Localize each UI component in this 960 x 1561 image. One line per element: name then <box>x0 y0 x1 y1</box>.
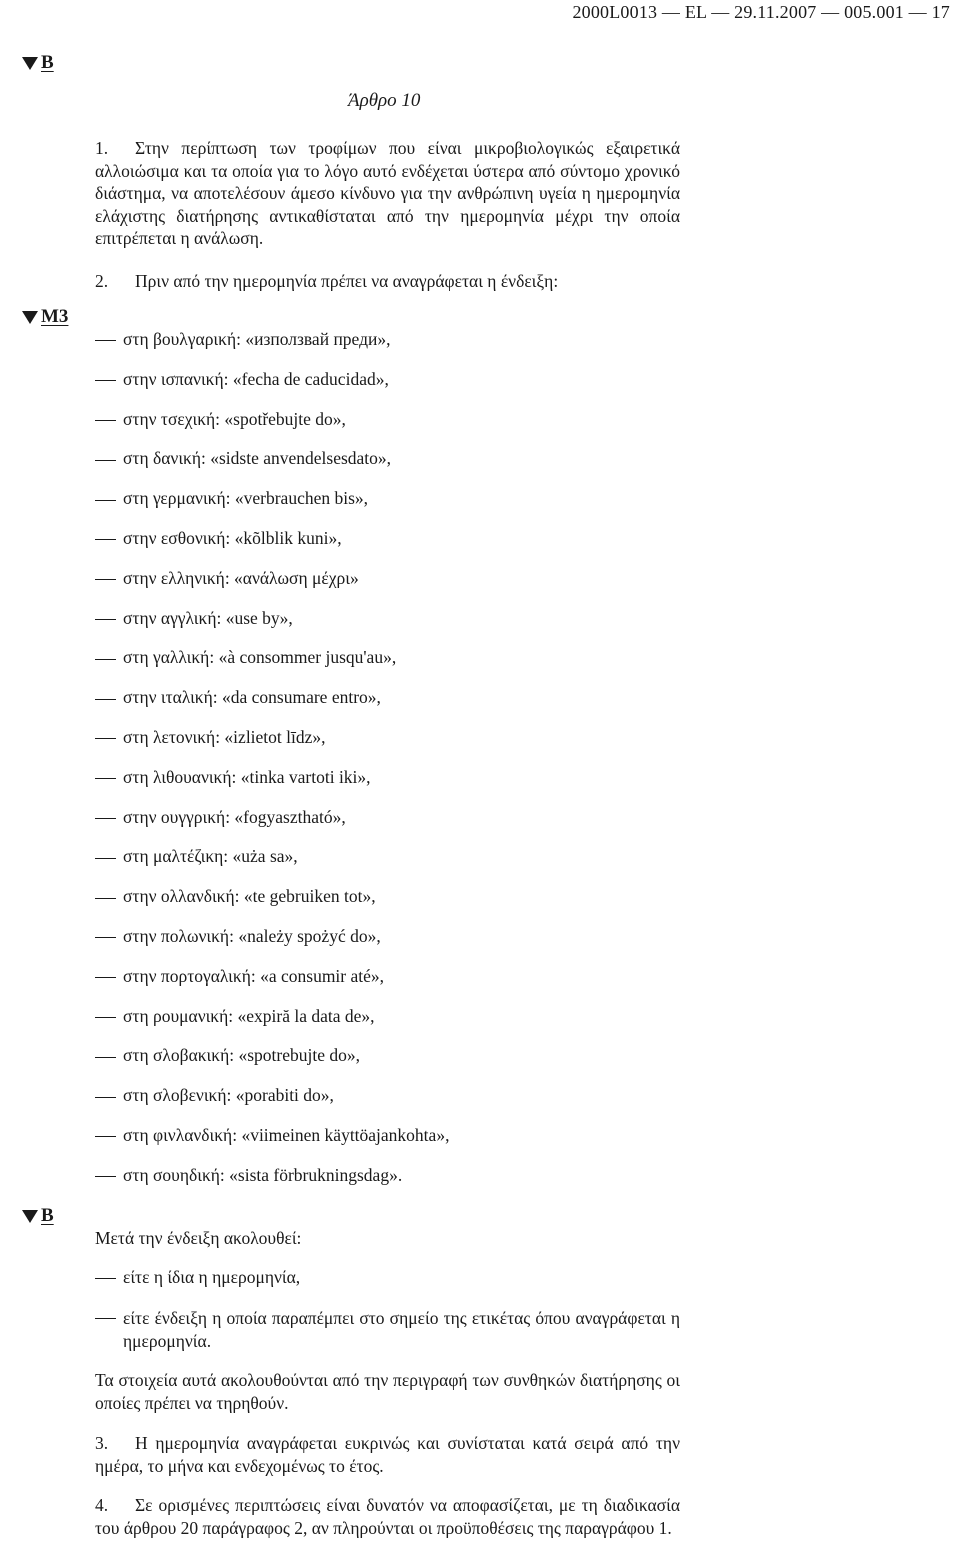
dash-icon <box>95 738 116 739</box>
language-item: στη μαλτέζικη: «uża sa», <box>95 846 298 867</box>
dash-icon <box>95 1017 116 1018</box>
language-item: στη ρουμανική: «expiră la data de», <box>95 1006 375 1027</box>
follow-intro: Μετά την ένδειξη ακολουθεί: <box>95 1228 302 1248</box>
dash-icon <box>95 380 116 381</box>
language-item: στη σουηδική: «sista förbrukningsdag». <box>95 1165 402 1186</box>
dash-icon <box>95 699 116 700</box>
triangle-down-icon <box>22 311 38 324</box>
dash-icon <box>95 579 116 580</box>
language-item: στη γαλλική: «à consommer jusqu'au», <box>95 647 396 668</box>
dash-icon <box>95 898 116 899</box>
dash-icon <box>95 659 116 660</box>
language-item: στη σλοβακική: «spotrebujte do», <box>95 1045 360 1066</box>
language-item: στη δανική: «sidste anvendelsesdato», <box>95 448 391 469</box>
language-item: στην τσεχική: «spotřebujte do», <box>95 409 346 430</box>
language-item: στην αγγλική: «use by», <box>95 608 293 629</box>
dash-icon <box>95 778 116 779</box>
dash-icon <box>95 1057 116 1058</box>
dash-icon <box>95 1176 116 1177</box>
triangle-down-icon <box>22 57 38 70</box>
dash-icon <box>95 460 116 461</box>
article-title: Άρθρο 10 <box>348 90 421 111</box>
dash-icon <box>95 818 116 819</box>
paragraph-2: 2. Πριν από την ημερομηνία πρέπει να αναγράφεται η ένδειξη: <box>95 271 559 291</box>
language-item: στη γερμανική: «verbrauchen bis», <box>95 488 368 509</box>
amendment-marker-m3: M3 <box>22 306 68 328</box>
language-item: στην ολλανδική: «te gebruiken tot», <box>95 886 376 907</box>
language-item: στην εσθονική: «kõlblik kuni», <box>95 528 342 549</box>
dash-icon <box>95 1097 116 1098</box>
language-item: στη λετονική: «izlietot līdz», <box>95 727 326 748</box>
language-item: στην ιταλική: «da consumare entro», <box>95 687 381 708</box>
amendment-marker-b: B <box>22 52 54 74</box>
triangle-down-icon <box>22 1210 38 1223</box>
document-header: 2000L0013 — EL — 29.11.2007 — 005.001 — 17 <box>572 2 950 22</box>
language-item: στη βουλγαρική: «използвай преди», <box>95 329 391 350</box>
dash-icon <box>95 1278 116 1279</box>
language-item: στη φινλανδική: «viimeinen käyttöajankohta», <box>95 1125 449 1146</box>
language-item: στην πορτογαλική: «a consumir até», <box>95 966 384 987</box>
dash-icon <box>95 1136 116 1137</box>
storage-paragraph: Τα στοιχεία αυτά ακολουθούνται από την περιγραφή των συνθηκών διατήρησης οι οποίες πρέπει να τηρηθούν. <box>95 1370 680 1413</box>
language-item: στη σλοβενική: «porabiti do», <box>95 1085 334 1106</box>
dash-icon <box>95 1318 116 1319</box>
dash-icon <box>95 858 116 859</box>
dash-icon <box>95 539 116 540</box>
language-item: στην ισπανική: «fecha de caducidad», <box>95 369 389 390</box>
dash-icon <box>95 977 116 978</box>
language-item: στην πολωνική: «należy spożyć do», <box>95 926 381 947</box>
dash-icon <box>95 937 116 938</box>
dash-icon <box>95 340 116 341</box>
dash-icon <box>95 500 116 501</box>
follow-item: είτε ένδειξη η οποία παραπέμπει στο σημείο της ετικέτας όπου αναγράφεται η ημερομηνία. <box>95 1307 680 1352</box>
paragraph-4: 4. Σε ορισμένες περιπτώσεις είναι δυνατόν να αποφασίζεται, με τη διαδικασία του άρθρου 20 παράγραφος 2, αν πληρούνται οι προϋποθέσεις της παραγράφου 1. <box>95 1495 680 1538</box>
paragraph-1: 1. Στην περίπτωση των τροφίμων που είναι μικροβιολογικώς εξαιρετικά αλλοιώσιμα και τα οποία για το λόγο αυτό ενδέχεται ύστερα από σύντομο χρονικό διάστημα, να αποτελέσουν άμεσο κίνδυνο για την ανθρώπινη υγεία η ημερομηνία ελάχιστης διατήρησης αντικαθίσταται από την ημερομηνία μέχρι την οποία επιτρέπεται η ανάλωση. <box>95 138 680 249</box>
paragraph-3: 3. Η ημερομηνία αναγράφεται ευκρινώς και συνίσταται κατά σειρά από την ημέρα, το μήνα και ενδεχομένως το έτος. <box>95 1433 680 1476</box>
language-item: στη λιθουανική: «tinka vartoti iki», <box>95 767 371 788</box>
language-item: στην ελληνική: «ανάλωση μέχρι» <box>95 568 359 589</box>
dash-icon <box>95 619 116 620</box>
follow-item: είτε η ίδια η ημερομηνία, <box>95 1267 300 1288</box>
amendment-marker-b: B <box>22 1205 54 1227</box>
dash-icon <box>95 420 116 421</box>
language-item: στην ουγγρική: «fogyasztható», <box>95 807 346 828</box>
